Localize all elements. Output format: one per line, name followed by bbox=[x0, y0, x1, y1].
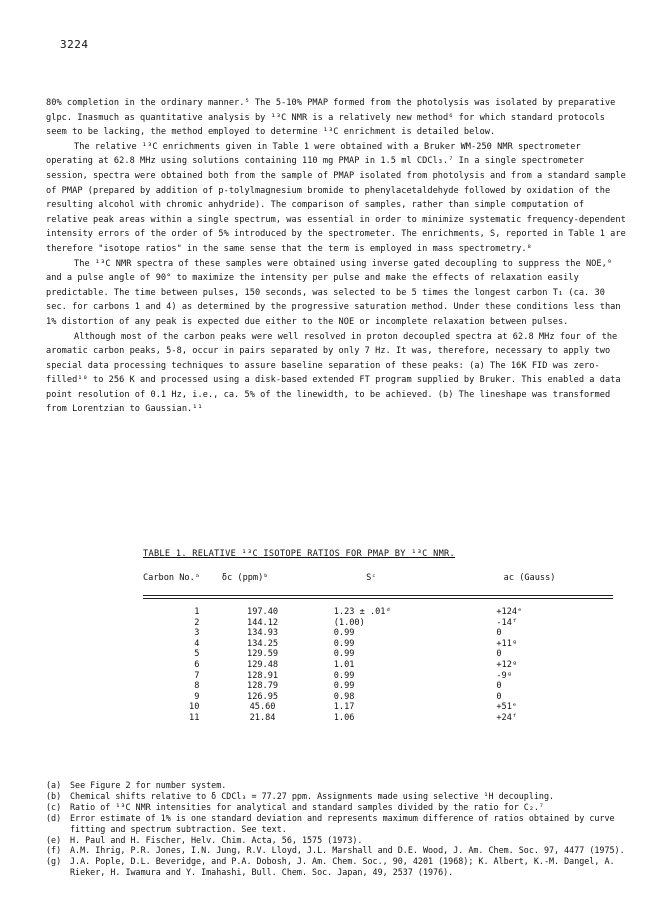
cell-carbon: 4 bbox=[194, 638, 200, 649]
footnote-label: (a) bbox=[46, 780, 62, 790]
cell-carbon: 1 bbox=[194, 607, 200, 617]
cell-ratio: 1.17 bbox=[333, 702, 355, 713]
cell-gauss: 0 bbox=[496, 649, 502, 660]
cell-shift: 197.40 bbox=[247, 607, 279, 617]
footnote-label: (e) bbox=[46, 834, 62, 845]
footnote-label: (d) bbox=[46, 812, 62, 823]
footnote bbox=[46, 780, 646, 791]
cell-shift: 126.95 bbox=[247, 691, 279, 702]
footnote-text: J.A. Pople, D.L. Beveridge, and P.A. Dobosh, J. Am. Chem. Soc., 90, 4201 (1968); K. Albert, K.-M. Dangel, A. Rieker, H. Iwamura and Y. Imahashi, Bull. Chem. Soc. Japan, 49, 2537 (1976). bbox=[70, 856, 615, 878]
table-row bbox=[143, 628, 613, 639]
cell-gauss: 0 bbox=[496, 681, 502, 692]
footnote-text: H. Paul and H. Fischer, Helv. Chim. Acta, 56, 1575 (1973). bbox=[70, 834, 363, 845]
table-row bbox=[143, 681, 613, 692]
cell-ratio: 1.23 ± .01ᵈ bbox=[333, 607, 391, 617]
cell-carbon: 5 bbox=[194, 649, 200, 660]
footnote-label: (c) bbox=[46, 801, 62, 812]
cell-carbon: 3 bbox=[194, 628, 200, 639]
table-row bbox=[143, 607, 613, 618]
footnote bbox=[46, 791, 646, 802]
table-row bbox=[143, 649, 613, 660]
cell-gauss: 0 bbox=[496, 628, 502, 639]
header-hyperfine: ac (Gauss) bbox=[503, 573, 556, 583]
cell-carbon: 8 bbox=[194, 681, 200, 692]
cell-shift: 144.12 bbox=[247, 617, 279, 628]
table-row bbox=[143, 713, 613, 724]
footnote-text: Chemical shifts relative to δ CDCl₃ = 77.27 ppm. Assignments made using selective ¹H decoupling. bbox=[70, 790, 555, 801]
header-isotope-ratio: Sᶜ bbox=[366, 573, 377, 583]
table-title: TABLE 1. RELATIVE ¹³C ISOTOPE RATIOS FOR PMAP BY ¹³C NMR. bbox=[143, 549, 456, 559]
isotope-ratio-table bbox=[143, 573, 613, 724]
table-header bbox=[143, 573, 613, 593]
table-body bbox=[143, 607, 613, 724]
cell-ratio: 0.99 bbox=[333, 681, 355, 692]
paragraph-1: 80% completion in the ordinary manner.⁵ The 5-10% PMAP formed from the photolysis was isolated by preparative glpc. Inasmuch as quantitative analysis by ¹³C NMR is a relatively new method⁶ for which standard protocols seem to be lacking, the method employed to determine ¹³C enrichment is detailed below. bbox=[46, 98, 616, 138]
cell-ratio: 1.01 bbox=[333, 659, 355, 670]
footnote-label: (b) bbox=[46, 790, 62, 801]
cell-shift: 128.79 bbox=[247, 681, 279, 692]
table-row bbox=[143, 639, 613, 650]
cell-gauss: -14ᶠ bbox=[496, 617, 518, 628]
footnote-text: See Figure 2 for number system. bbox=[70, 780, 227, 790]
table-rule-bottom bbox=[143, 598, 613, 599]
footnote-label: (g) bbox=[46, 856, 62, 867]
table-rule-top bbox=[143, 595, 613, 596]
footnote bbox=[46, 813, 646, 835]
footnote bbox=[46, 845, 646, 856]
page-number: 3224 bbox=[60, 38, 89, 51]
table-row bbox=[143, 618, 613, 629]
cell-carbon: 11 bbox=[189, 712, 200, 723]
table-row bbox=[143, 702, 613, 713]
cell-shift: 128.91 bbox=[247, 670, 279, 681]
cell-gauss: -9ᵍ bbox=[496, 670, 512, 681]
cell-shift: 21.84 bbox=[249, 712, 276, 723]
cell-carbon: 7 bbox=[194, 670, 200, 681]
cell-ratio: (1.00) bbox=[333, 617, 365, 628]
footnote-text: A.M. Ihrig, P.R. Jones, I.N. Jung, R.V. Lloyd, J.L. Marshall and D.E. Wood, J. Am. Chem. Soc. 97, 4477 (1975). bbox=[70, 845, 625, 856]
cell-ratio: 0.99 bbox=[333, 649, 355, 660]
cell-gauss: +24ᶠ bbox=[496, 712, 518, 723]
footnote bbox=[46, 856, 646, 878]
header-chemical-shift: δc (ppm)ᵇ bbox=[221, 573, 269, 583]
cell-gauss: +51ᵉ bbox=[496, 702, 518, 713]
footnote bbox=[46, 835, 646, 846]
cell-shift: 129.48 bbox=[247, 659, 279, 670]
header-carbon-no: Carbon No.ᵃ bbox=[143, 573, 200, 583]
cell-shift: 134.93 bbox=[247, 628, 279, 639]
table-row bbox=[143, 671, 613, 682]
cell-carbon: 6 bbox=[194, 659, 200, 670]
cell-ratio: 0.99 bbox=[333, 670, 355, 681]
cell-gauss: +12ᵍ bbox=[496, 659, 518, 670]
cell-ratio: 0.99 bbox=[333, 638, 355, 649]
cell-ratio: 0.98 bbox=[333, 691, 355, 702]
cell-carbon: 10 bbox=[189, 702, 200, 713]
cell-shift: 134.25 bbox=[247, 638, 279, 649]
table-row bbox=[143, 692, 613, 703]
cell-gauss: +124ᵉ bbox=[496, 607, 523, 617]
cell-ratio: 1.06 bbox=[333, 712, 355, 723]
cell-shift: 45.60 bbox=[249, 702, 276, 713]
paragraph-3: The ¹³C NMR spectra of these samples were obtained using inverse gated decoupling to suppress the NOE,⁹ and a pulse angle of 90° to maximize the intensity per pulse and make the effects of relaxation easily predictable. The time between pulses, 150 seconds, was selected to be 5 times the longest carbon T₁ (ca. 30 sec. for carbons 1 and 4) as determined by the progressive saturation method. Under these conditions less than 1% distortion of any peak is expected due either to the NOE or incomplete relaxation between pulses. bbox=[46, 258, 621, 327]
body-text bbox=[46, 96, 626, 417]
cell-carbon: 2 bbox=[194, 617, 200, 628]
cell-carbon: 9 bbox=[194, 691, 200, 702]
footnote-text: Ratio of ¹³C NMR intensities for analytical and standard samples divided by the ratio for C₂.⁷ bbox=[70, 801, 544, 812]
footnote-label: (f) bbox=[46, 845, 62, 856]
cell-gauss: 0 bbox=[496, 691, 502, 702]
footnote bbox=[46, 802, 646, 813]
paragraph-4: Although most of the carbon peaks were well resolved in proton decoupled spectra at 62.8 MHz four of the aromatic carbon peaks, 5-8, occur in pairs separated by only 7 Hz. It was, therefore, necessary to apply two special data processing techniques to assure baseline separation of these peaks: (a) The 16K FID was zero-filled¹⁰ to 256 K and processed using a disk-based extended FT program supplied by Bruker. This enabled a data point resolution of 0.1 Hz, i.e., ca. 5% of the linewidth, to be achieved. (b) The lineshape was transformed from Lorentzian to Gaussian.¹¹ bbox=[46, 331, 621, 415]
cell-gauss: +11ᵍ bbox=[496, 638, 518, 649]
table-row bbox=[143, 660, 613, 671]
cell-shift: 129.59 bbox=[247, 649, 279, 660]
footnote-text: Error estimate of 1% is one standard deviation and represents maximum difference of ratios obtained by curve fitting and spectrum subtraction. See text. bbox=[70, 812, 615, 834]
footnotes bbox=[46, 780, 646, 878]
cell-ratio: 0.99 bbox=[333, 628, 355, 639]
paragraph-2: The relative ¹³C enrichments given in Table 1 were obtained with a Bruker WM-250 NMR spectrometer operating at 62.8 MHz using solutions containing 110 mg PMAP in 1.5 ml CDCl₃.⁷ In a single spectrometer session, spectra were obtained both from the sample of PMAP isolated from photolysis and from a standard sample of PMAP (prepared by addition of p-tolylmagnesium bromide to phenylacetaldehyde followed by oxidation of the resulting alcohol with chromic anhydride). The comparison of samples, rather than simple computation of relative peak areas within a single spectrum, was essential in order to minimize systematic frequency-dependent intensity errors of the order of 5% introduced by the spectrometer. The enrichments, S, reported in Table 1 are therefore "isotope ratios" in the same sense that the term is employed in mass spectrometry.⁸ bbox=[46, 141, 626, 254]
